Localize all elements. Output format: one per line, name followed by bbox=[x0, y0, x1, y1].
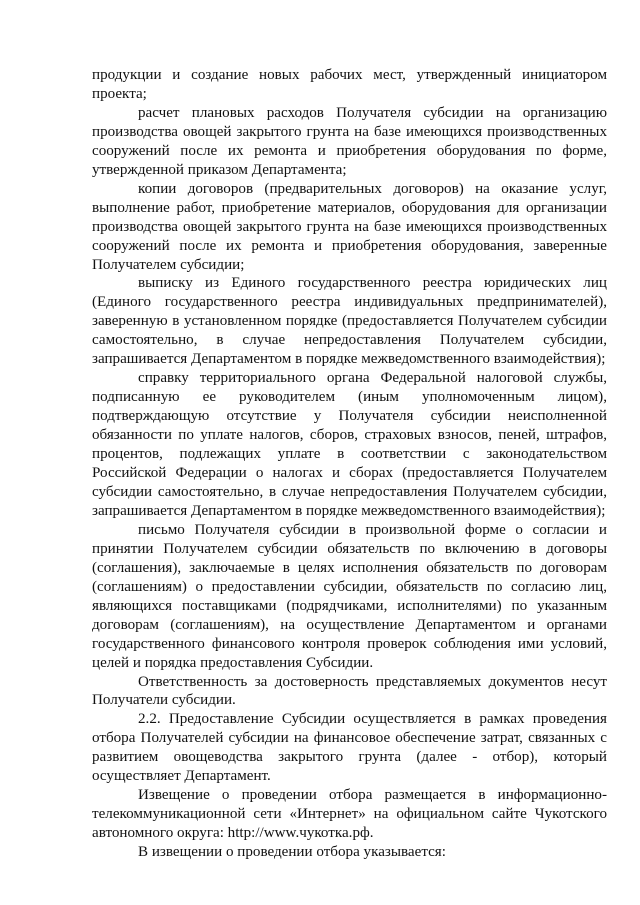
paragraph-registry-extract: выписку из Единого государственного реестра юридических лиц (Единого государственного реестра индивидуальных предпринимателей), заверенную в установленном порядке (предоставляется Получателем субсидии самостоятельно, в случае непредоставления Получателем субсидии, запрашивается Департаментом в порядке межведомственного взаимодействия); bbox=[92, 275, 607, 368]
paragraph-notice-publication: Извещение о проведении отбора размещается в информационно-телекоммуникационной сети «Интернет» на официальном сайте Чукотского автономного округа: http://www.чукотка.рф. bbox=[92, 787, 607, 842]
paragraph-expense-calculation: расчет плановых расходов Получателя субсидии на организацию производства овощей закрытого грунта на базе имеющихся производственных сооружений после их ремонта и приобретения оборудования по форме, утвержденной приказом Департамента; bbox=[92, 104, 607, 178]
paragraph-contract-copies: копии договоров (предварительных договоров) на оказание услуг, выполнение работ, приобретение материалов, оборудования для организации производства овощей закрытого грунта на базе имеющихся производственных сооружений после их ремонта и приобретения оборудования, заверенные Получателем субсидии; bbox=[92, 180, 607, 273]
paragraph-responsibility: Ответственность за достоверность представляемых документов несут Получатели субсидии. bbox=[92, 673, 607, 709]
paragraph-consent-letter: письмо Получателя субсидии в произвольной форме о согласии и принятии Получателем субсидии обязательств по включению в договоры (соглашения), заключаемые в целях исполнения обязательств по договорам (соглашениям) о предоставлении субсидии, обязательств по согласию лиц, являющихся поставщиками (подрядчиками, исполнителями) по указанным договорам (соглашениям), на осуществление Департаментом и органами государственного финансового контроля проверок соблюдения ими условий, целей и порядка предоставления Субсидии. bbox=[92, 521, 607, 671]
paragraph-section-2-2: 2.2. Предоставление Субсидии осуществляется в рамках проведения отбора Получателей субсидии на финансовое обеспечение затрат, связанных с развитием овощеводства закрытого грунта (далее - отбор), который осуществляет Департамент. bbox=[92, 711, 607, 785]
paragraph-tax-certificate: справку территориального органа Федеральной налоговой службы, подписанную ее руководителем (иным уполномоченным лицом), подтверждающую отсутствие у Получателя субсидии неисполненной обязанности по уплате налогов, сборов, страховых взносов, пеней, штрафов, процентов, подлежащих уплате в соответствии с законодательством Российской Федерации о налогах и сборах (предоставляется Получателем субсидии самостоятельно, в случае непредоставления Получателем субсидии, запрашивается Департаментом в порядке межведомственного взаимодействия); bbox=[92, 370, 607, 519]
paragraph-continuation: продукции и создание новых рабочих мест, утвержденный инициатором проекта; bbox=[92, 67, 607, 102]
paragraph-notice-contents: В извещении о проведении отбора указывается: bbox=[138, 844, 446, 861]
